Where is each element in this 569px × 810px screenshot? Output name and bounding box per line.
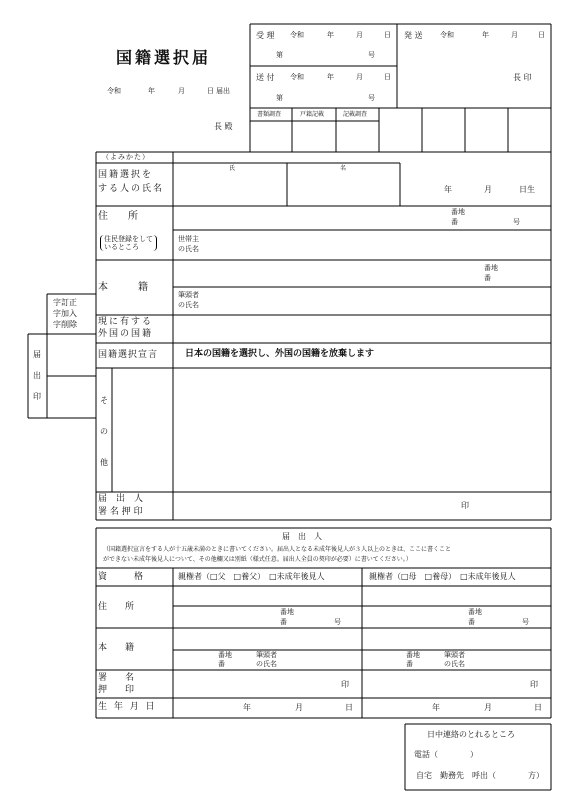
notifier-sign-label-2: 押 印: [98, 685, 135, 695]
contact-title: 日中連絡のとれるところ: [427, 730, 515, 739]
registry-head-label-2: の氏名: [178, 301, 199, 309]
deletion-label: 字削除: [53, 320, 77, 329]
receive-day: 日: [384, 31, 391, 39]
notifier-birth-year-left: 年: [243, 703, 251, 712]
notifier-birth-day-right: 日: [534, 703, 542, 712]
registry-head-label-1: 筆頭者: [178, 291, 199, 299]
foreign-nationality-label-1: 現に有する: [98, 317, 154, 327]
qualification-label: 資 格: [98, 572, 144, 582]
notifier-birth-month-right: 月: [484, 703, 492, 712]
send-day: 日: [538, 31, 545, 39]
notifier-lot-left-2: 番: [280, 618, 287, 626]
notifier-registry-lot-right-2: 番: [406, 660, 413, 668]
notifier-lot-number-left: 号: [334, 618, 341, 626]
other-label-3: 他: [100, 458, 108, 467]
send-month: 月: [511, 31, 518, 39]
notifier-birth-day-left: 日: [345, 703, 353, 712]
notifier-lot-left-1: 番地: [280, 608, 294, 616]
name-label-line1: 国籍選択を: [98, 170, 154, 180]
stamp-label-1: 届: [33, 350, 41, 359]
notifier-address-right-field[interactable]: [363, 587, 550, 605]
foreign-nationality-label-2: 外国の国籍: [98, 329, 154, 339]
registry-head-field[interactable]: [210, 288, 550, 314]
forward-month: 月: [356, 73, 363, 81]
address-lot-1: 番地: [451, 208, 465, 216]
qualification-left[interactable]: 親権者（□父 □養父） □未成年後見人: [178, 572, 325, 581]
notifier-registry-head-left-2: の氏名: [256, 660, 277, 668]
send-era: 令和: [440, 31, 454, 39]
notifier-lot-right-1: 番地: [468, 608, 482, 616]
notifier-honseki-left-field[interactable]: [174, 629, 361, 649]
given-name-label: 名: [340, 165, 347, 172]
notifier-birth-month-left: 月: [295, 703, 303, 712]
receive-month: 月: [356, 31, 363, 39]
forward-year: 年: [327, 73, 334, 81]
signer-label-2: 署 名 押 印: [98, 507, 143, 517]
forward-number-prefix: 第: [276, 94, 283, 102]
forward-label: 送 付: [256, 73, 275, 82]
notifier-address-label: 住 所: [98, 602, 135, 612]
notifier-seal-right: 印: [530, 680, 538, 689]
name-label-line2: する人の氏名: [98, 184, 165, 194]
form-title: 国籍選択届: [116, 48, 212, 67]
date-day: 日: [207, 87, 214, 95]
resident-note: [100, 235, 157, 251]
declaration-text: 日本の国籍を選択し、外国の国籍を放棄します: [185, 349, 375, 359]
resident-note-line1: 住民登録をして: [104, 235, 153, 243]
address-label: 住 所: [98, 211, 138, 222]
date-era: 令和: [107, 87, 121, 95]
seal-mark: 印: [461, 501, 469, 510]
other-field[interactable]: [113, 369, 550, 491]
receive-year: 年: [327, 31, 334, 39]
signature-field[interactable]: [174, 493, 550, 519]
notifier-sign-label-1: 署 名: [98, 673, 135, 683]
notifier-honseki-right-field[interactable]: [363, 629, 550, 649]
receive-number-suffix: 号: [368, 51, 375, 59]
notifier-title: 届 出 人: [282, 532, 322, 541]
reading-label: （よみかた）: [102, 153, 150, 161]
insertion-label: 字加入: [53, 309, 77, 318]
household-head-label-2: の氏名: [178, 245, 199, 253]
chief-seal: 長 印: [513, 73, 532, 82]
notifier-address-left-field[interactable]: [174, 587, 361, 605]
household-head-label-1: 世帯主: [178, 235, 199, 243]
honseki-field[interactable]: [174, 261, 474, 286]
family-name-label: 氏: [229, 165, 236, 172]
household-head-field[interactable]: [210, 231, 550, 259]
notifier-lot-number-right: 号: [522, 618, 529, 626]
date-month: 月: [178, 87, 185, 95]
contact-phone[interactable]: 電話（ ）: [414, 750, 478, 759]
other-label-2: の: [100, 427, 108, 436]
stamp-label-3: 印: [33, 392, 41, 401]
notifier-registry-head-right-2: の氏名: [444, 660, 465, 668]
birth-month: 月: [484, 185, 492, 194]
birth-year: 年: [444, 185, 452, 194]
notifier-registry-head-left-1: 筆頭者: [256, 651, 277, 659]
honseki-label: 本 籍: [98, 282, 148, 293]
correction-label: 字訂正: [53, 298, 77, 307]
receive-number-prefix: 第: [276, 51, 283, 59]
notifier-seal-left: 印: [341, 680, 349, 689]
signer-label-1: 届 出 人: [98, 494, 144, 504]
check-entry-review: 記載調査: [343, 111, 368, 118]
receive-era: 令和: [290, 31, 304, 39]
check-document-review: 書類調査: [257, 111, 282, 118]
notifier-birth-label: 生 年 月 日: [98, 702, 157, 712]
address-lot-2: 番: [451, 218, 458, 226]
forward-era: 令和: [290, 73, 304, 81]
forward-day: 日: [384, 73, 391, 81]
notifier-birth-year-right: 年: [432, 703, 440, 712]
forward-number-suffix: 号: [368, 94, 375, 102]
address-field[interactable]: [174, 207, 444, 229]
declaration-label: 国籍選択宣言: [98, 350, 159, 360]
send-label: 発 送: [404, 31, 423, 40]
receive-label: 受 理: [256, 31, 275, 40]
send-year: 年: [482, 31, 489, 39]
date-suffix: 届出: [216, 87, 230, 95]
notifier-note-2: ができない未成年後見人について、その他欄又は別紙（様式任意。届出人全員の契印が必要）に書いてください。）: [103, 556, 412, 563]
notifier-registry-lot-left-1: 番地: [218, 651, 232, 659]
date-year: 年: [148, 87, 155, 95]
notifier-note-1: （国籍選択宣言をする人が十五歳未満のときに書いてください。届出人となる未成年後見人が３人以上のときは、ここに書くこと: [103, 546, 452, 553]
birth-day: 日生: [519, 185, 535, 194]
notifier-registry-head-right-1: 筆頭者: [444, 651, 465, 659]
honseki-lot-2: 番: [484, 274, 491, 282]
other-label-1: そ: [100, 396, 108, 405]
addressee: 長 殿: [214, 122, 233, 131]
notifier-lot-right-2: 番: [468, 618, 475, 626]
foreign-nationality-field[interactable]: [174, 316, 550, 342]
notifier-signature-right-field[interactable]: [363, 671, 550, 697]
notifier-honseki-label: 本 籍: [98, 643, 135, 653]
check-registry-entry: 戸籍記載: [300, 111, 325, 118]
name-field[interactable]: [174, 173, 399, 205]
resident-note-line2: いるところ: [104, 243, 139, 252]
notifier-registry-lot-left-2: 番: [218, 660, 225, 668]
address-lot-number: 号: [513, 218, 520, 226]
notifier-registry-lot-right-1: 番地: [406, 651, 420, 659]
qualification-right[interactable]: 親権者（□母 □養母） □未成年後見人: [369, 572, 516, 581]
stamp-label-2: 出: [33, 371, 41, 380]
honseki-lot-1: 番地: [484, 264, 498, 272]
notifier-signature-left-field[interactable]: [174, 671, 361, 697]
contact-kind[interactable]: 自宅 勤務先 呼出（ 方）: [416, 771, 544, 780]
